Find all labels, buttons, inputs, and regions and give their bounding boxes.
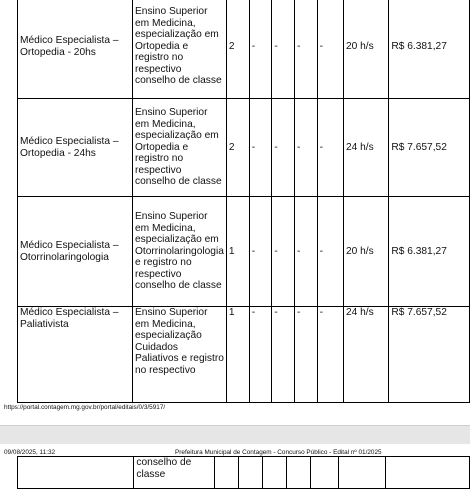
dash-cell: - <box>272 307 295 403</box>
cargo-cell: Médico Especialista – Paliativista <box>18 307 133 403</box>
vagas-cell <box>215 457 239 489</box>
table-row <box>18 457 470 489</box>
vagas-cell: 2 <box>226 99 249 197</box>
dash-cell: - <box>295 197 318 307</box>
requisitos-cell: Ensino Superior em Medicina, especialização em Ortopedia e registro no respectivo conselho de classe <box>132 99 226 197</box>
pdf-page-2 <box>0 444 470 485</box>
requisitos-cell: Ensino Superior em Medicina, especialização em Ortopedia e registro no respectivo conselho de classe <box>132 0 226 99</box>
table-row <box>18 0 470 99</box>
vacancy-table-continued <box>17 456 470 489</box>
table-row <box>18 197 470 307</box>
dash-cell: - <box>272 0 295 99</box>
requisitos-cell: Ensino Superior em Medicina, especialização em Otorrinolaringologia e registro no respectivo conselho de classe <box>132 197 226 307</box>
carga-cell: 24 h/s <box>343 307 388 403</box>
requisitos-cell: Ensino Superior em Medicina, especialização Cuidados Paliativos e registro no respectivo <box>132 307 226 403</box>
requisitos-cell: conselho de classe <box>134 457 215 489</box>
dash-cell: - <box>317 0 343 99</box>
carga-cell: 24 h/s <box>343 99 388 197</box>
dash-cell: - <box>272 197 295 307</box>
dash-cell <box>310 457 338 489</box>
vagas-cell: 1 <box>226 307 249 403</box>
carga-cell: 20 h/s <box>343 0 388 99</box>
dash-cell: - <box>295 99 318 197</box>
dash-cell: - <box>249 307 272 403</box>
salario-cell: R$ 7.657,52 <box>389 307 470 403</box>
cargo-cell: Médico Especialista – Ortopedia - 24hs <box>18 99 133 197</box>
table-row <box>18 307 470 403</box>
dash-cell: - <box>317 197 343 307</box>
cargo-cell <box>18 457 134 489</box>
salario-cell: R$ 6.381,27 <box>389 197 470 307</box>
dash-cell: - <box>249 0 272 99</box>
dash-cell: - <box>249 197 272 307</box>
page-separator <box>0 425 470 446</box>
page-url: https://portal.contagem.mg.gov.br/portal/editais/0/3/5917/ <box>4 404 166 411</box>
carga-cell: 20 h/s <box>343 197 388 307</box>
table-row <box>18 99 470 197</box>
print-datetime: 09/08/2025, 11:32 <box>4 449 56 456</box>
dash-cell: - <box>272 99 295 197</box>
dash-cell: - <box>295 307 318 403</box>
salario-cell <box>386 457 470 489</box>
dash-cell: - <box>295 0 318 99</box>
salario-cell: R$ 6.381,27 <box>389 0 470 99</box>
carga-cell <box>338 457 386 489</box>
vagas-cell: 2 <box>226 0 249 99</box>
dash-cell <box>239 457 263 489</box>
dash-cell: - <box>317 307 343 403</box>
dash-cell <box>262 457 286 489</box>
vacancy-table <box>17 0 470 403</box>
salario-cell: R$ 7.657,52 <box>389 99 470 197</box>
dash-cell <box>286 457 310 489</box>
dash-cell: - <box>317 99 343 197</box>
print-title: Prefeitura Municipal de Contagem - Concurso Público - Edital nº 01/2025 <box>175 449 382 456</box>
vagas-cell: 1 <box>226 197 249 307</box>
dash-cell: - <box>249 99 272 197</box>
cargo-cell: Médico Especialista – Ortopedia - 20hs <box>18 0 133 99</box>
cargo-cell: Médico Especialista – Otorrinolaringologia <box>18 197 133 307</box>
